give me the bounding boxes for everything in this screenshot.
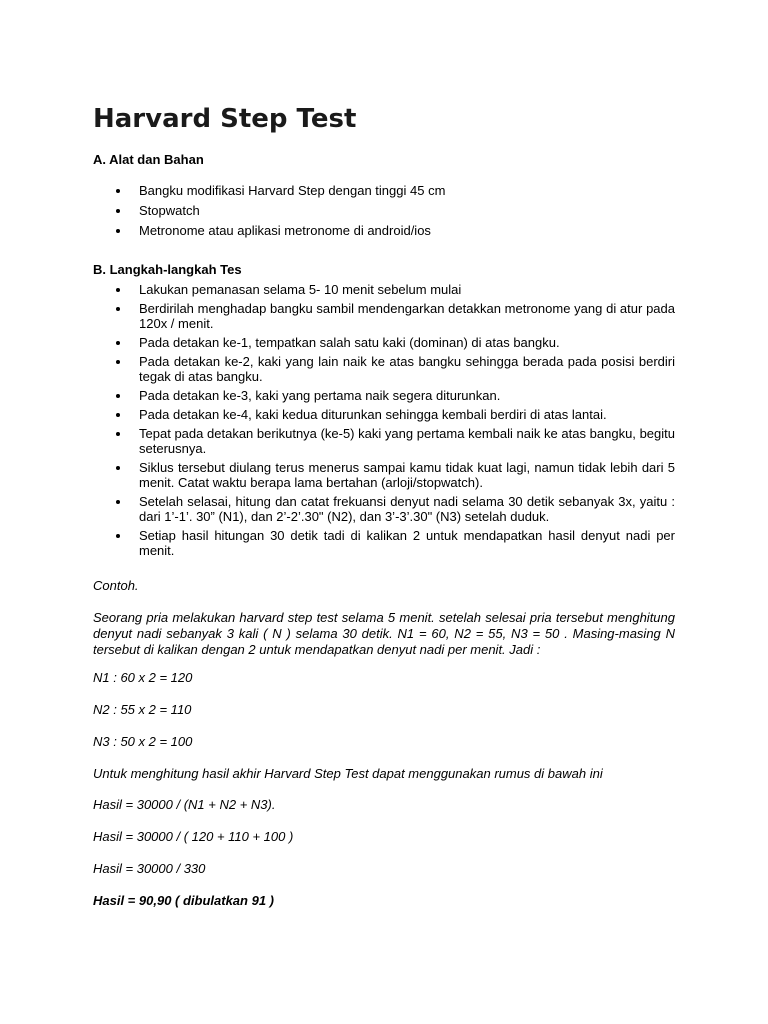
list-item: Pada detakan ke-3, kaki yang pertama naik segera diturunkan. [93,388,675,403]
page-title: Harvard Step Test [93,104,357,134]
formula-line-2: Hasil = 30000 / ( 120 + 110 + 100 ) [93,829,294,844]
section-a-heading: A. Alat dan Bahan [93,152,204,167]
list-item: Pada detakan ke-2, kaki yang lain naik ke atas bangku sehingga berada pada posisi berdiri tegak di atas bangku. [93,354,675,384]
list-item: Pada detakan ke-4, kaki kedua diturunkan sehingga kembali berdiri di atas lantai. [93,407,675,422]
list-item: Metronome atau aplikasi metronome di android/ios [93,223,675,238]
list-item: Berdirilah menghadap bangku sambil mendengarkan detakkan metronome yang di atur pada 120x / menit. [93,301,675,331]
example-label: Contoh. [93,578,139,593]
formula-line-3: Hasil = 30000 / 330 [93,861,206,876]
list-item: Stopwatch [93,203,675,218]
list-item: Tepat pada detakan berikutnya (ke-5) kaki yang pertama kembali naik ke atas bangku, begitu seterusnya. [93,426,675,456]
example-paragraph: Seorang pria melakukan harvard step test selama 5 menit. setelah selesai pria tersebut menghitung denyut nadi sebanyak 3 kali ( N ) selama 30 detik. N1 = 60, N2 = 55, N3 = 50 . Masing-masing N tersebut di kalikan dengan 2 untuk mendapatkan denyut nadi per menit. Jadi : [93,610,675,657]
calc-n3: N3 : 50 x 2 = 100 [93,734,193,749]
formula-intro: Untuk menghitung hasil akhir Harvard Step Test dapat menggunakan rumus di bawah ini [93,766,603,781]
list-item: Bangku modifikasi Harvard Step dengan tinggi 45 cm [93,183,675,198]
list-item: Setiap hasil hitungan 30 detik tadi di kalikan 2 untuk mendapatkan hasil denyut nadi per menit. [93,528,675,558]
section-b-heading: B. Langkah-langkah Tes [93,262,242,277]
calc-n2: N2 : 55 x 2 = 110 [93,702,192,717]
list-item: Pada detakan ke-1, tempatkan salah satu kaki (dominan) di atas bangku. [93,335,675,350]
final-result: Hasil = 90,90 ( dibulatkan 91 ) [93,893,274,908]
calc-n1: N1 : 60 x 2 = 120 [93,670,193,685]
section-b-list [93,282,675,562]
formula-line-1: Hasil = 30000 / (N1 + N2 + N3). [93,797,276,812]
list-item: Siklus tersebut diulang terus menerus sampai kamu tidak kuat lagi, namun tidak lebih dari 5 menit. Catat waktu berapa lama bertahan (arloji/stopwatch). [93,460,675,490]
list-item: Lakukan pemanasan selama 5- 10 menit sebelum mulai [93,282,675,297]
list-item: Setelah selasai, hitung dan catat frekuansi denyut nadi selama 30 detik sebanyak 3x, yaitu : dari 1’-1’. 30” (N1), dan 2’-2’.30" (N2), dan 3’-3’.30" (N3) setelah duduk. [93,494,675,524]
section-a-list [93,183,675,243]
